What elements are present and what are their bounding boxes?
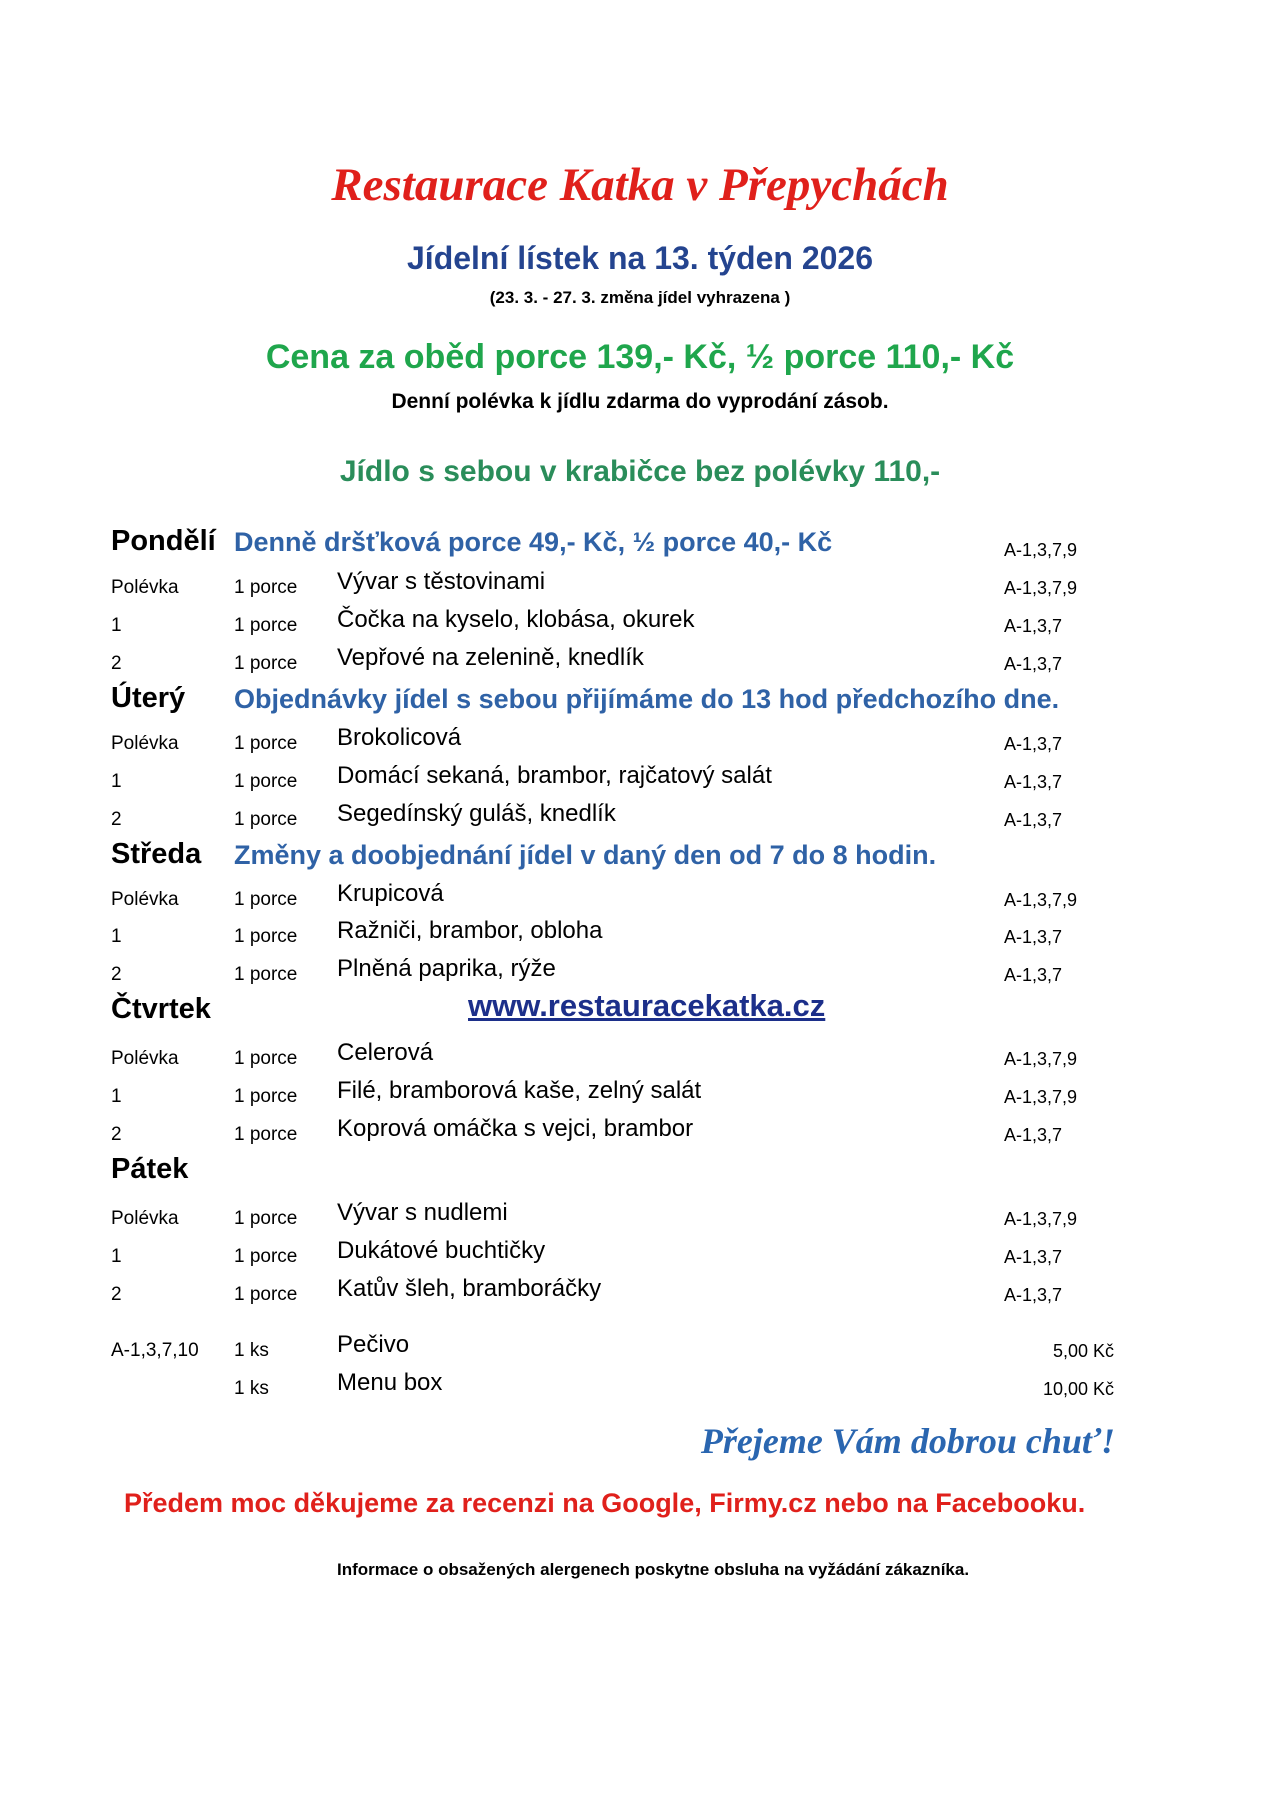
item-qty: 1 porce bbox=[234, 1086, 298, 1107]
item-qty: 1 porce bbox=[234, 889, 298, 910]
item-qty: 1 porce bbox=[234, 1124, 298, 1145]
item-allergens: A-1,3,7,9 bbox=[1004, 1087, 1078, 1107]
item-label: Polévka bbox=[111, 1048, 179, 1069]
item-dish: Filé, bramborová kaše, zelný salát bbox=[337, 1077, 702, 1104]
item-qty: 1 porce bbox=[234, 926, 298, 947]
item-qty: 1 porce bbox=[234, 653, 298, 674]
item-allergens: A-1,3,7 bbox=[1004, 1247, 1063, 1267]
takeaway-price: Jídlo s sebou v krabičce bez polévky 110,- bbox=[339, 455, 941, 488]
review-thanks: Předem moc děkujeme za recenzi na Google, Firmy.cz nebo na Facebooku. bbox=[124, 1488, 1086, 1518]
item-label: 2 bbox=[111, 1284, 122, 1305]
extra-qty: 1 ks bbox=[234, 1340, 269, 1361]
item-dish: Ražniči, brambor, obloha bbox=[337, 917, 603, 944]
item-dish: Celerová bbox=[337, 1039, 434, 1066]
extra-qty: 1 ks bbox=[234, 1378, 269, 1399]
day-name-patek: Pátek bbox=[111, 1153, 189, 1185]
item-label: 1 bbox=[111, 926, 122, 947]
item-label: 1 bbox=[111, 1086, 122, 1107]
item-qty: 1 porce bbox=[234, 964, 298, 985]
item-allergens: A-1,3,7 bbox=[1004, 772, 1063, 792]
item-dish: Segedínský guláš, knedlík bbox=[337, 800, 616, 827]
extra-price: 10,00 Kč bbox=[1042, 1379, 1114, 1399]
item-label: 2 bbox=[111, 964, 122, 985]
item-dish: Vývar s nudlemi bbox=[337, 1199, 508, 1226]
day-name-utery: Úterý bbox=[111, 682, 186, 714]
item-qty: 1 porce bbox=[234, 1246, 298, 1267]
item-allergens: A-1,3,7 bbox=[1004, 654, 1063, 674]
item-qty: 1 porce bbox=[234, 733, 298, 754]
item-label: 1 bbox=[111, 771, 122, 792]
website-link[interactable]: www.restauracekatka.cz bbox=[468, 988, 826, 1023]
item-dish: Dukátové buchtičky bbox=[337, 1237, 546, 1264]
item-allergens: A-1,3,7 bbox=[1004, 927, 1063, 947]
item-allergens: A-1,3,7 bbox=[1004, 734, 1063, 754]
item-allergens: A-1,3,7,9 bbox=[1004, 1049, 1078, 1069]
item-label: Polévka bbox=[111, 577, 179, 598]
extra-name: Menu box bbox=[337, 1369, 443, 1396]
extra-allergens: A-1,3,7,10 bbox=[111, 1340, 199, 1361]
item-dish: Vývar s těstovinami bbox=[337, 568, 546, 595]
item-allergens: A-1,3,7 bbox=[1004, 965, 1063, 985]
item-qty: 1 porce bbox=[234, 771, 298, 792]
extra-name: Pečivo bbox=[337, 1331, 410, 1358]
day-note-allergens: A-1,3,7,9 bbox=[1004, 540, 1078, 560]
item-qty: 1 porce bbox=[234, 1048, 298, 1069]
item-label: Polévka bbox=[111, 733, 179, 754]
item-dish: Krupicová bbox=[337, 880, 444, 907]
item-allergens: A-1,3,7 bbox=[1004, 810, 1063, 830]
allergen-info: Informace o obsažených alergenech poskytne obsluha na vyžádání zákazníka. bbox=[337, 1560, 970, 1579]
week-heading: Jídelní lístek na 13. týden 2026 bbox=[407, 240, 873, 276]
day-name-streda: Středa bbox=[111, 838, 202, 870]
day-name-ctvrtek: Čtvrtek bbox=[111, 993, 211, 1025]
extra-price: 5,00 Kč bbox=[1052, 1341, 1114, 1361]
lunch-price: Cena za oběd porce 139,- Kč, ½ porce 110,- Kč bbox=[265, 338, 1015, 376]
item-dish: Plněná paprika, rýže bbox=[337, 955, 556, 982]
item-allergens: A-1,3,7,9 bbox=[1004, 890, 1078, 910]
day-name-pondeli: Pondělí bbox=[111, 525, 216, 557]
item-allergens: A-1,3,7 bbox=[1004, 1285, 1063, 1305]
item-dish: Vepřové na zelenině, knedlík bbox=[337, 644, 644, 671]
item-label: 1 bbox=[111, 615, 122, 636]
wish-text: Přejeme Vám dobrou chuť! bbox=[700, 1421, 1115, 1461]
item-allergens: A-1,3,7 bbox=[1004, 616, 1063, 636]
item-dish: Katův šleh, bramboráčky bbox=[337, 1275, 602, 1302]
date-range: (23. 3. - 27. 3. změna jídel vyhrazena ) bbox=[489, 288, 791, 307]
item-dish: Brokolicová bbox=[337, 724, 462, 751]
item-qty: 1 porce bbox=[234, 1208, 298, 1229]
item-label: 1 bbox=[111, 1246, 122, 1267]
item-dish: Koprová omáčka s vejci, brambor bbox=[337, 1115, 694, 1142]
item-label: Polévka bbox=[111, 889, 179, 910]
item-allergens: A-1,3,7 bbox=[1004, 1125, 1063, 1145]
item-dish: Domácí sekaná, brambor, rajčatový salát bbox=[337, 762, 772, 789]
item-allergens: A-1,3,7,9 bbox=[1004, 578, 1078, 598]
restaurant-title: Restaurace Katka v Přepychách bbox=[331, 159, 949, 211]
item-label: 2 bbox=[111, 809, 122, 830]
item-qty: 1 porce bbox=[234, 809, 298, 830]
free-soup-note: Denní polévka k jídlu zdarma do vyprodání zásob. bbox=[391, 390, 889, 413]
day-note-pondeli: Denně dršťková porce 49,- Kč, ½ porce 40,- Kč bbox=[234, 527, 833, 557]
item-label: 2 bbox=[111, 1124, 122, 1145]
item-label: Polévka bbox=[111, 1208, 179, 1229]
day-note-utery: Objednávky jídel s sebou přijímáme do 13 hod předchozího dne. bbox=[234, 684, 1060, 714]
item-qty: 1 porce bbox=[234, 1284, 298, 1305]
item-qty: 1 porce bbox=[234, 577, 298, 598]
item-label: 2 bbox=[111, 653, 122, 674]
day-note-streda: Změny a doobjednání jídel v daný den od 7 do 8 hodin. bbox=[234, 840, 937, 870]
item-qty: 1 porce bbox=[234, 615, 298, 636]
item-allergens: A-1,3,7,9 bbox=[1004, 1209, 1078, 1229]
item-dish: Čočka na kyselo, klobása, okurek bbox=[337, 606, 695, 633]
